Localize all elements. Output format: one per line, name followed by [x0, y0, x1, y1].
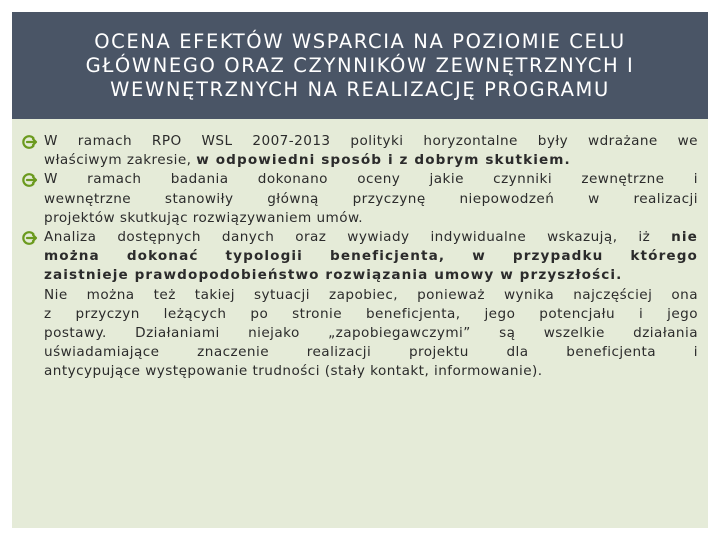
bullet-1-text: właściwym zakresie,: [44, 152, 197, 169]
title-line-2: GŁÓWNEGO ORAZ CZYNNIKÓW ZEWNĘTRZNYCH I: [85, 54, 635, 77]
title-line-1: OCENA EFEKTÓW WSPARCIA NA POZIOMIE CELU: [94, 30, 626, 53]
bullet-2-line-3: projektów skutkując rozwiązywaniem umów.: [44, 209, 364, 226]
bullet-list: [22, 132, 698, 382]
bullet-3-line-2: można dokonać typologii beneficjenta, w przypadku którego: [44, 248, 698, 265]
bullet-2-line-2: wewnętrzne stanowiły główną przyczynę niepowodzeń w realizacji: [44, 190, 698, 207]
bullet-item-2: [22, 170, 698, 228]
bullet-2-line-1: W ramach badania dokonano oceny jakie czynniki zewnętrzne i: [44, 171, 698, 188]
slide: [12, 12, 708, 528]
bullet-3-text: Analiza dostępnych danych oraz wywiady indywidualne wskazują, iż: [44, 229, 672, 246]
circled-arrow-right-icon: [22, 172, 38, 188]
circled-arrow-right-icon: [22, 230, 38, 246]
bullet-1-emphasis: w odpowiedni sposób i z dobrym skutkiem.: [196, 152, 571, 169]
bullet-item-1: [22, 132, 698, 170]
bullet-3-line-3: zaistnieje prawdopodobieństwo rozwiązania umowy w przyszłości.: [44, 267, 623, 284]
circled-arrow-right-icon: [22, 134, 38, 150]
bullet-3-line-1: [44, 228, 698, 247]
bullet-1-line-1: W ramach RPO WSL 2007-2013 polityki horyzontalne były wdrażane we: [44, 133, 698, 149]
bullet-3-line-8: antycypujące występowanie trudności (stały kontakt, informowanie).: [44, 363, 543, 380]
bullet-1-line-2: [44, 151, 698, 170]
bullet-3-line-7: uświadamiające znaczenie realizacji projektu dla beneficjenta i: [44, 344, 698, 361]
bullet-3-emphasis: nie: [671, 229, 698, 246]
bullet-3-line-6: postawy. Działaniami niejako „zapobiegawczymi” są wszelkie działania: [44, 325, 698, 342]
bullet-3-line-5: z przyczyn leżących po stronie beneficjenta, jego potencjału i jego: [44, 305, 698, 322]
title-line-3: WEWNĘTRZNYCH NA REALIZACJĘ PROGRAMU: [110, 78, 610, 101]
slide-title: [12, 12, 708, 119]
bullet-3-line-4: Nie można też takiej sytuacji zapobiec, ponieważ wynika najczęściej ona: [44, 286, 698, 303]
bullet-item-3: [22, 228, 698, 382]
